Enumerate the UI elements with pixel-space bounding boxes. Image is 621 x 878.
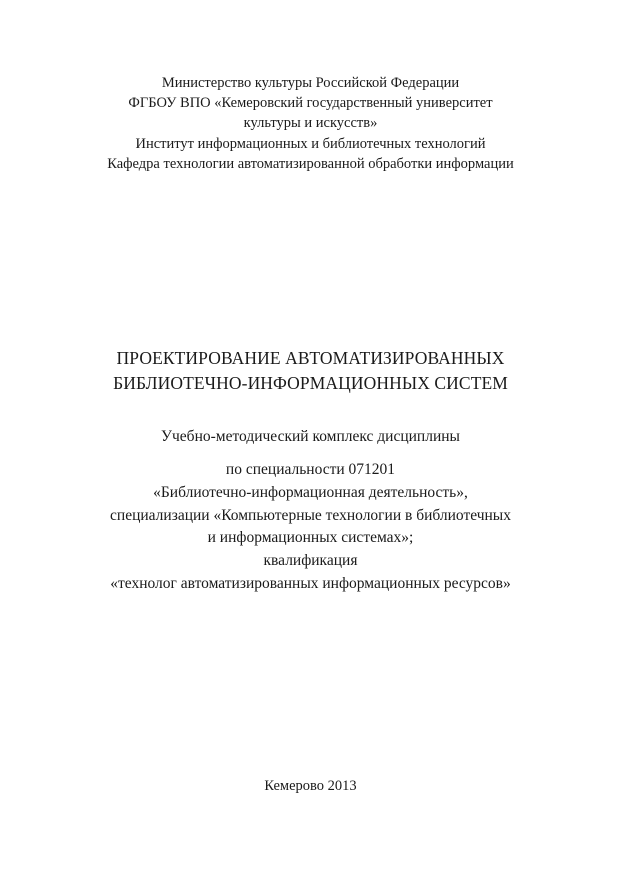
- description-line-5: и информационных системах»;: [207, 529, 414, 546]
- description-line-7: «технолог автоматизированных информационных ресурсов»: [110, 575, 511, 592]
- description-line-4: специализации «Компьютерные технологии в библиотечных: [110, 507, 511, 524]
- description-line-1: Учебно-методический комплекс дисциплины: [161, 428, 460, 445]
- header-line-institute: Институт информационных и библиотечных технологий: [135, 136, 486, 152]
- description-line-6: квалификация: [263, 552, 358, 569]
- title-line-1: ПРОЕКТИРОВАНИЕ АВТОМАТИЗИРОВАННЫХ: [116, 348, 505, 368]
- header-line-university-cont: культуры и искусств»: [243, 115, 378, 131]
- header-line-university: ФГБОУ ВПО «Кемеровский государственный университет: [128, 95, 493, 111]
- city-year: Кемерово 2013: [264, 778, 357, 794]
- header-line-department: Кафедра технологии автоматизированной обработки информации: [107, 156, 514, 172]
- description-line-2: по специальности 071201: [225, 461, 396, 478]
- title-line-2: БИБЛИОТЕЧНО-ИНФОРМАЦИОННЫХ СИСТЕМ: [113, 373, 508, 393]
- description-line-3: «Библиотечно-информационная деятельность»,: [153, 484, 468, 501]
- header-line-ministry: Министерство культуры Российской Федерации: [161, 75, 460, 91]
